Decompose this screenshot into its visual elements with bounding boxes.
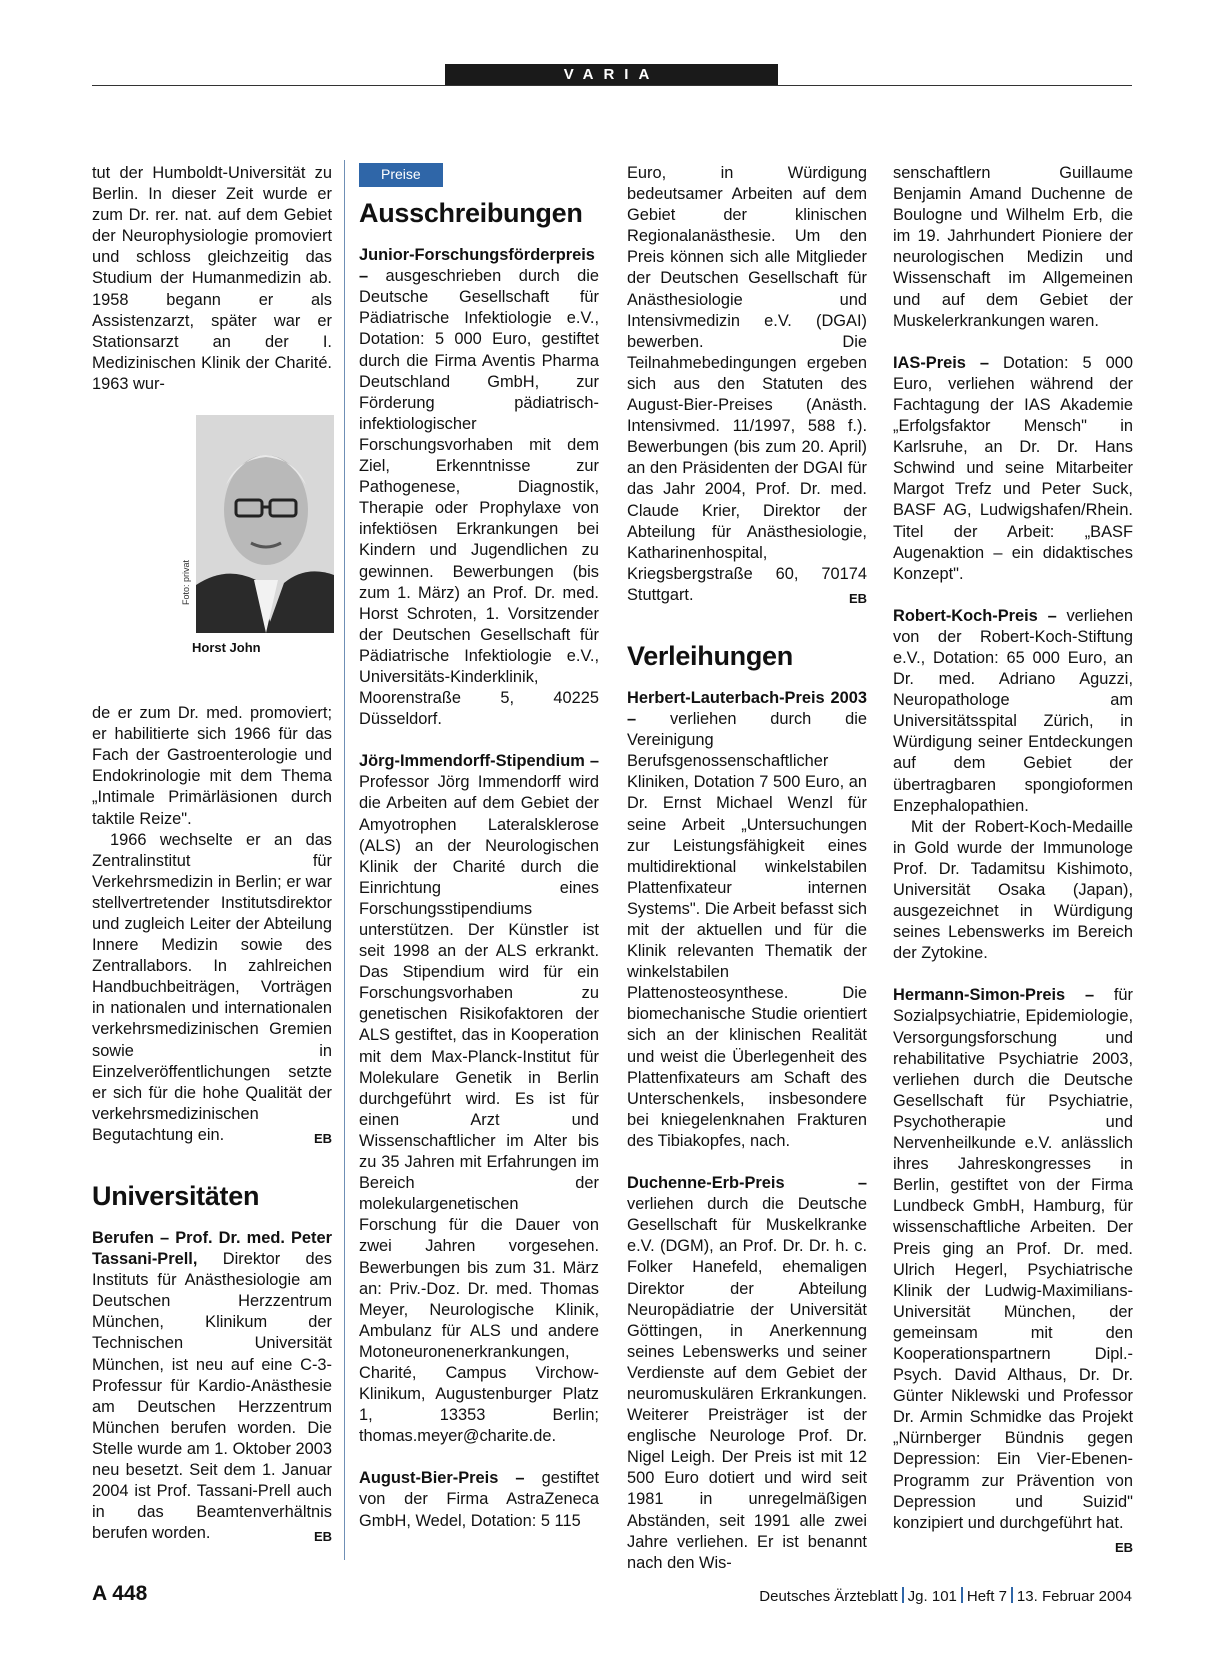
col4-p2-lead: IAS-Preis –: [893, 353, 989, 372]
footer-separator: [961, 1587, 963, 1603]
header-rule: [92, 85, 1132, 86]
col2-p3-text: gestiftet von der Firma AstraZeneca GmbH, Wedel, Dotation: 5 115: [359, 1469, 599, 1530]
col3-p2-lead: Herbert-Lauterbach-Preis 2003 –: [627, 688, 867, 729]
author-initials: EB: [313, 1529, 332, 1545]
column-1: [92, 163, 332, 1547]
column-4: [893, 163, 1133, 1558]
col4-paragraph-1: senschaftlern Guillaume Benjamin Amand Duchenne de Boulogne und Wilhelm Erb, die im 19. Jahrhundert Pioniere der neurologischen Medizin und Wissenschaft im Allgemeinen und auf dem Gebiet der Muskelerkrankungen waren.: [893, 164, 1133, 330]
col3-p3-lead: Duchenne-Erb-Preis –: [627, 1174, 867, 1193]
column-2: [359, 163, 599, 1532]
author-initials: EB: [313, 1130, 332, 1146]
col2-p3-lead: August-Bier-Preis –: [359, 1469, 525, 1488]
col2-p2-lead: Jörg-Immendorff-Stipendium –: [359, 752, 599, 771]
footer-separator: [902, 1587, 904, 1603]
heading-ausschreibungen: Ausschreibungen: [359, 198, 583, 229]
col2-p2-text: Professor Jörg Immendorff wird die Arbeiten auf dem Gebiet der Amyotrophen Lateralsklerose (ALS) an der Neurologischen Klinik der Charité durch die Einrichtung eines Forschungsstipendiums unterstützen. Der Künstler ist seit 1998 an der ALS erkrankt. Das Stipendium wird für ein Forschungsvorhaben zu genetischen Risikofaktoren der ALS gestiftet, das in Kooperation mit dem Max-Planck-Institut für Molekulare Genetik in Berlin durchgeführt wird. Es ist für einen Arzt und Wissenschaftlicher im Alter bis zu 35 Jahren mit Erfahrungen im Bereich der molekulargenetischen Forschung für die Dauer von zwei Jahren vorgesehen. Bewerbungen bis zum 31. März an: Priv.-Doz. Dr. med. Thomas Meyer, Neurologische Klinik, Ambulanz für ALS und andere Motoneuronenerkrankungen, Charité, Campus Virchow-Klinikum, Augustenburger Platz 1, 13353 Berlin; thomas.meyer@charite.de.: [359, 773, 599, 1446]
col1-paragraph-1: tut der Humboldt-Universität zu Berlin. In dieser Zeit wurde er zum Dr. rer. nat. auf dem Gebiet der Neurophysiologie promoviert und schloss gleichzeitig das Studium der Humanmedizin ab. 1958 begann er als Assistenzarzt, später war er Stationsarzt an der I. Medizinischen Klinik der Charité. 1963 wur-: [92, 164, 332, 393]
author-initials: EB: [848, 590, 867, 606]
journal-volume: Jg. 101: [907, 1588, 957, 1605]
journal-issue: Heft 7: [966, 1588, 1007, 1605]
col1-paragraph-3-text: 1966 wechselte er an das Zentralinstitut für Verkehrsmedizin in Berlin; er war stellvertretender Institutsdirektor und zugleich Leiter der Abteilung Innere Medizin sowie des Zentrallabors. In zahlreichen Handbuchbeiträgen, Vorträgen in nationalen und internationalen verkehrsmedizinischen Gremien sowie in Einzelveröffentlichungen setzte er sich für die hohe Qualität der verkehrsmedizinischen Begutachtung ein.: [92, 830, 332, 1144]
col4-paragraph-2: [893, 353, 1133, 585]
section-header-varia: VARIA: [445, 64, 778, 86]
col4-p3-lead: Robert-Koch-Preis –: [893, 606, 1057, 625]
col2-paragraph-1: [359, 245, 599, 730]
col1-paragraph-4: [92, 1228, 332, 1544]
col4-p2-text: Dotation: 5 000 Euro, verliehen während der Fachtagung der IAS Akademie „Erfolgsfaktor Mensch" in Karlsruhe, an Dr. Dr. Hans Schwind und seine Mitarbeiter Margot Trefz und Peter Suck, BASF AG, Ludwigshafen/Rhein. Titel der Arbeit: „BASF Augenaktion – ein didaktisches Konzept".: [893, 353, 1133, 583]
col2-p1-text: ausgeschrieben durch die Deutsche Gesellschaft für Pädiatrische Infektiologie e.V., Dotation: 5 000 Euro, gestiftet durch die Firma Aventis Pharma Deutschland GmbH, zur Förderung pädiatrisch-infektiologischer Forschungsvorhaben mit dem Ziel, Erkenntnisse zur Pathogenese, Diagnostik, Therapie oder Prophylaxe von infektiösen Erkrankungen bei Kindern und Jugendlichen zu gewinnen. Bewerbungen (bis zum 1. März) an Prof. Dr. med. Horst Schroten, 1. Vorsitzender der Deutschen Gesellschaft für Pädiatrische Infektiologie e.V., Universitäts-Kinderklinik, Moorenstraße 5, 40225 Düsseldorf.: [359, 267, 599, 729]
column-divider: [344, 160, 345, 1560]
portrait-figure: [92, 415, 332, 685]
col3-paragraph-1: [627, 163, 867, 606]
col3-p1-text: Euro, in Würdigung bedeutsamer Arbeiten auf dem Gebiet der klinischen Regionalanästhesie. Um den Preis können sich alle Mitglieder der Deutschen Gesellschaft für Anästhesiologie und Intensivmedizin e.V. (DGAI) bewerben. Die Teilnahmebedingungen ergeben sich aus den Statuten des August-Bier-Preises (Anästh. Intensivmed. 11/1997, 588 f.). Bewerbungen (bis zum 20. April) an den Präsidenten der DGAI für das Jahr 2004, Prof. Dr. med. Claude Krier, Direktor der Abteilung für Anästhesiologie, Katharinenhospital, Kriegsbergstraße 60, 70174 Stuttgart.: [627, 164, 867, 604]
heading-verleihungen: Verleihungen: [627, 640, 793, 671]
author-initials: EB: [1114, 1539, 1133, 1555]
col4-paragraph-4: Mit der Robert-Koch-Medaille in Gold wurde der Immunologe Prof. Dr. Tadamitsu Kishimoto, Universität Osaka (Japan), ausgezeichnet in Würdigung seines Lebenswerks im Bereich der Zytokine.: [893, 817, 1133, 963]
col4-p5-text: für Sozialpsychiatrie, Epidemiologie, Versorgungsforschung und rehabilitative Psychiatrie 2003, verliehen durch die Deutsche Gesellschaft für Psychiatrie, Psychotherapie und Nervenheilkunde e.V. anlässlich ihres Jahreskongresses in Berlin, gestiftet von der Firma Lundbeck GmbH, Hamburg, für wissenschaftliche Arbeiten. Der Preis ging an Prof. Dr. med. Ulrich Hegerl, Psychiatrische Klinik der Ludwig-Maximilians-Universität München, der gemeinsam mit den Kooperationspartnern Dipl.-Psych. David Althaus, Dr. Dr. Günter Niklewski und Professor Dr. Armin Schmidke das Projekt „Nürnberger Bündnis gegen Depression: Ein Vier-Ebenen-Programm zur Prävention von Depression und Suizid" konzipiert und durchgeführt hat.: [893, 986, 1133, 1532]
journal-date: 13. Februar 2004: [1016, 1588, 1132, 1605]
col1-paragraph-3: [92, 830, 332, 1146]
col3-paragraph-2: [627, 688, 867, 1152]
col4-paragraph-5: [893, 985, 1133, 1555]
footer-citation: [759, 1587, 1132, 1605]
photo-caption: Horst John: [192, 640, 261, 656]
photo-credit: Foto: privat: [181, 560, 191, 606]
col3-paragraph-3: [627, 1173, 867, 1574]
portrait-photo: [196, 415, 334, 633]
category-tag-preise: Preise: [359, 163, 443, 187]
page-number: A 448: [92, 1582, 148, 1605]
column-3: [627, 163, 867, 1574]
col4-p5-lead: Hermann-Simon-Preis –: [893, 986, 1095, 1005]
col4-paragraph-3: [893, 606, 1133, 817]
col2-paragraph-3: [359, 1468, 599, 1531]
journal-name: Deutsches Ärzteblatt: [759, 1588, 898, 1605]
col1-p4-text: Direktor des Instituts für Anästhesiologie am Deutschen Herzzentrum München, Klinikum der Technischen Universität München, ist neu auf eine C-3-Professur für Kardio-Anästhesie am Deutschen Herzzentrum München berufen worden. Die Stelle wurde am 1. Oktober 2003 neu besetzt. Seit dem 1. Januar 2004 ist Prof. Tassani-Prell auch in das Beamtenverhältnis berufen worden.: [92, 1250, 332, 1543]
col2-p1-lead: Junior-Forschungsförderpreis –: [359, 246, 595, 286]
footer-separator: [1011, 1587, 1013, 1603]
heading-universitaeten: Universitäten: [92, 1181, 260, 1211]
col1-p4-lead: Berufen – Prof. Dr. med. Peter Tassani-Prell,: [92, 1229, 332, 1269]
portrait-illustration: [196, 415, 334, 633]
col3-p2-text: verliehen durch die Vereinigung Berufsgenossenschaftlicher Kliniken, Dotation 7 500 Euro, an Dr. Ernst Michael Wenzl für seine Arbeit „Untersuchungen zur Leistungsfähigkeit eines multidirektional winkelstabilen Plattenfixateur internen Systems". Die Arbeit befasst sich mit der aktuellen und für die Klinik relevanten Thematik der winkelstabilen Plattenosteosynthese. Die biomechanische Studie orientiert sich an der klinischen Realität und weist die Überlegenheit des Plattenfixateurs am Schaft des Unterschenkels, insbesondere bei kniegelenknahen Frakturen des Tibiakopfes, nach.: [627, 710, 867, 1150]
col4-p3-text: verliehen von der Robert-Koch-Stiftung e.V., Dotation: 65 000 Euro, an Dr. med. Adriano Aguzzi, Neuropathologe am Universitätsspital Zürich, in Würdigung seiner Entdeckungen auf dem Gebiet der übertragbaren spongioformen Enzephalopathien.: [893, 606, 1133, 815]
col3-p3-text: verliehen durch die Deutsche Gesellschaft für Muskelkranke e.V. (DGM), an Prof. Dr. Dr. h. c. Folker Hanefeld, ehemaligen Direktor der Abteilung Neuropädiatrie der Universität Göttingen, in Anerkennung seines Lebenswerks und seiner Verdienste auf dem Gebiet der neuromuskulären Erkrankungen. Weiterer Preisträger ist der englische Neurologe Prof. Dr. Nigel Leigh. Der Preis ist mit 12 500 Euro dotiert und wird seit 1981 in unregelmäßigen Abständen, seit 1991 alle zwei Jahre verliehen. Er ist benannt nach den Wis-: [627, 1195, 867, 1572]
col2-paragraph-2: [359, 751, 599, 1447]
col1-paragraph-2: de er zum Dr. med. promoviert; er habilitierte sich 1966 für das Fach der Gastroenterologie und Endokrinologie mit dem Thema „Intimale Primärläsionen durch taktile Reize".: [92, 704, 332, 828]
